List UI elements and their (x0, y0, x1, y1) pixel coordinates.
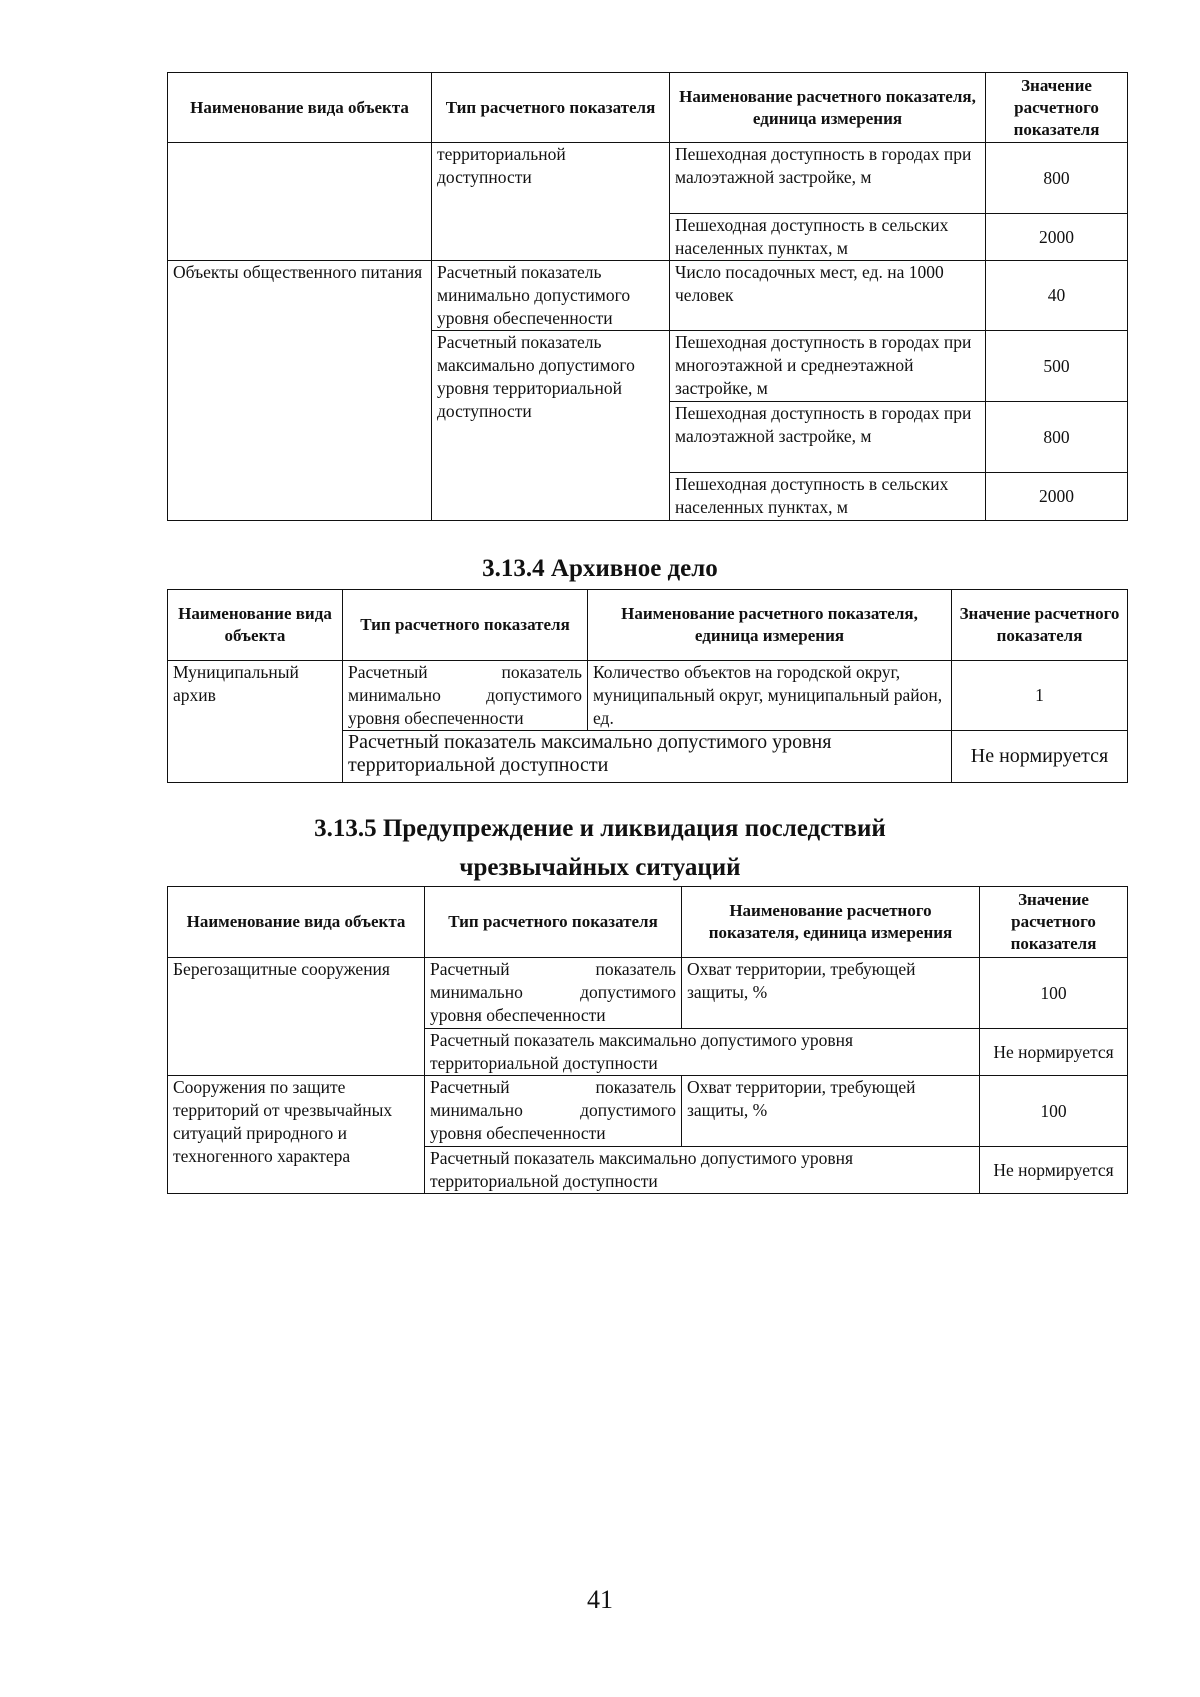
table-archive (167, 589, 1128, 783)
header-indicator: Наименование расчетного показателя, единица измерения (682, 887, 980, 958)
value-cell: 800 (986, 143, 1128, 214)
type-cell: Расчетный показатель минимально допустимого уровня обеспеченности (432, 261, 670, 331)
table-row (168, 1076, 1128, 1147)
header-value: Значение расчетного показателя (980, 887, 1128, 958)
page-number: 41 (587, 1585, 613, 1614)
object-cell: Муниципальный архив (168, 661, 343, 783)
indicator-cell: Охват территории, требующей защиты, % (682, 1076, 980, 1147)
type-cell: Расчетный показатель максимально допустимого уровня территориальной доступности (425, 1029, 980, 1076)
value-cell: Не нормируется (980, 1147, 1128, 1194)
table-row (168, 661, 1128, 731)
value-cell: Не нормируется (980, 1029, 1128, 1076)
table-header-row (168, 590, 1128, 661)
table-header-row (168, 73, 1128, 143)
indicator-cell: Число посадочных мест, ед. на 1000 человек (670, 261, 986, 331)
value-cell: 40 (986, 261, 1128, 331)
header-type: Тип расчетного показателя (432, 73, 670, 143)
header-object: Наименование вида объекта (168, 590, 343, 661)
indicator-cell: Пешеходная доступность в сельских населенных пунктах, м (670, 473, 986, 521)
header-indicator: Наименование расчетного показателя, единица измерения (670, 73, 986, 143)
header-object: Наименование вида объекта (168, 73, 432, 143)
value-cell: 1 (952, 661, 1128, 731)
indicator-cell: Пешеходная доступность в городах при малоэтажной застройке, м (670, 143, 986, 214)
section-heading-emergency-line1: 3.13.5 Предупреждение и ликвидация последствий (314, 815, 886, 842)
value-cell: 800 (986, 402, 1128, 473)
object-cell: Сооружения по защите территорий от чрезвычайных ситуаций природного и техногенного характера (168, 1076, 425, 1194)
value-cell: 500 (986, 331, 1128, 402)
header-value: Значение расчетного показателя (986, 73, 1128, 143)
value-cell: Не нормируется (952, 731, 1128, 783)
value-cell: 2000 (986, 473, 1128, 521)
section-heading-archive: 3.13.4 Архивное дело (482, 555, 718, 582)
indicator-cell: Охват территории, требующей защиты, % (682, 958, 980, 1029)
type-cell: Расчетный показатель минимально допустимого уровня обеспеченности (425, 1076, 682, 1147)
section-heading-emergency-line2: чрезвычайных ситуаций (459, 854, 741, 881)
type-cell: Расчетный показатель минимально допустимого уровня обеспеченности (343, 661, 588, 731)
table-emergency (167, 886, 1128, 1194)
indicator-cell: Пешеходная доступность в сельских населенных пунктах, м (670, 214, 986, 261)
header-type: Тип расчетного показателя (425, 887, 682, 958)
table-public-catering (167, 72, 1128, 521)
type-cell: Расчетный показатель максимально допустимого уровня территориальной доступности (432, 331, 670, 521)
indicator-cell: Пешеходная доступность в городах при малоэтажной застройке, м (670, 402, 986, 473)
indicator-cell: Пешеходная доступность в городах при многоэтажной и среднеэтажной застройке, м (670, 331, 986, 402)
value-cell: 100 (980, 958, 1128, 1029)
value-cell: 100 (980, 1076, 1128, 1147)
type-cell: Расчетный показатель максимально допустимого уровня территориальной доступности (343, 731, 952, 783)
value-cell: 2000 (986, 214, 1128, 261)
type-cell: территориальной доступности (432, 143, 670, 261)
object-cell: Берегозащитные сооружения (168, 958, 425, 1076)
indicator-cell: Количество объектов на городской округ, муниципальный округ, муниципальный район, ед. (588, 661, 952, 731)
type-cell: Расчетный показатель минимально допустимого уровня обеспеченности (425, 958, 682, 1029)
header-type: Тип расчетного показателя (343, 590, 588, 661)
header-indicator: Наименование расчетного показателя, единица измерения (588, 590, 952, 661)
table-row (168, 958, 1128, 1029)
table-row (168, 261, 1128, 331)
type-cell: Расчетный показатель максимально допустимого уровня территориальной доступности (425, 1147, 980, 1194)
header-object: Наименование вида объекта (168, 887, 425, 958)
table-header-row (168, 887, 1128, 958)
object-cell (168, 143, 432, 261)
table-row (168, 143, 1128, 214)
object-cell: Объекты общественного питания (168, 261, 432, 521)
header-value: Значение расчетного показателя (952, 590, 1128, 661)
